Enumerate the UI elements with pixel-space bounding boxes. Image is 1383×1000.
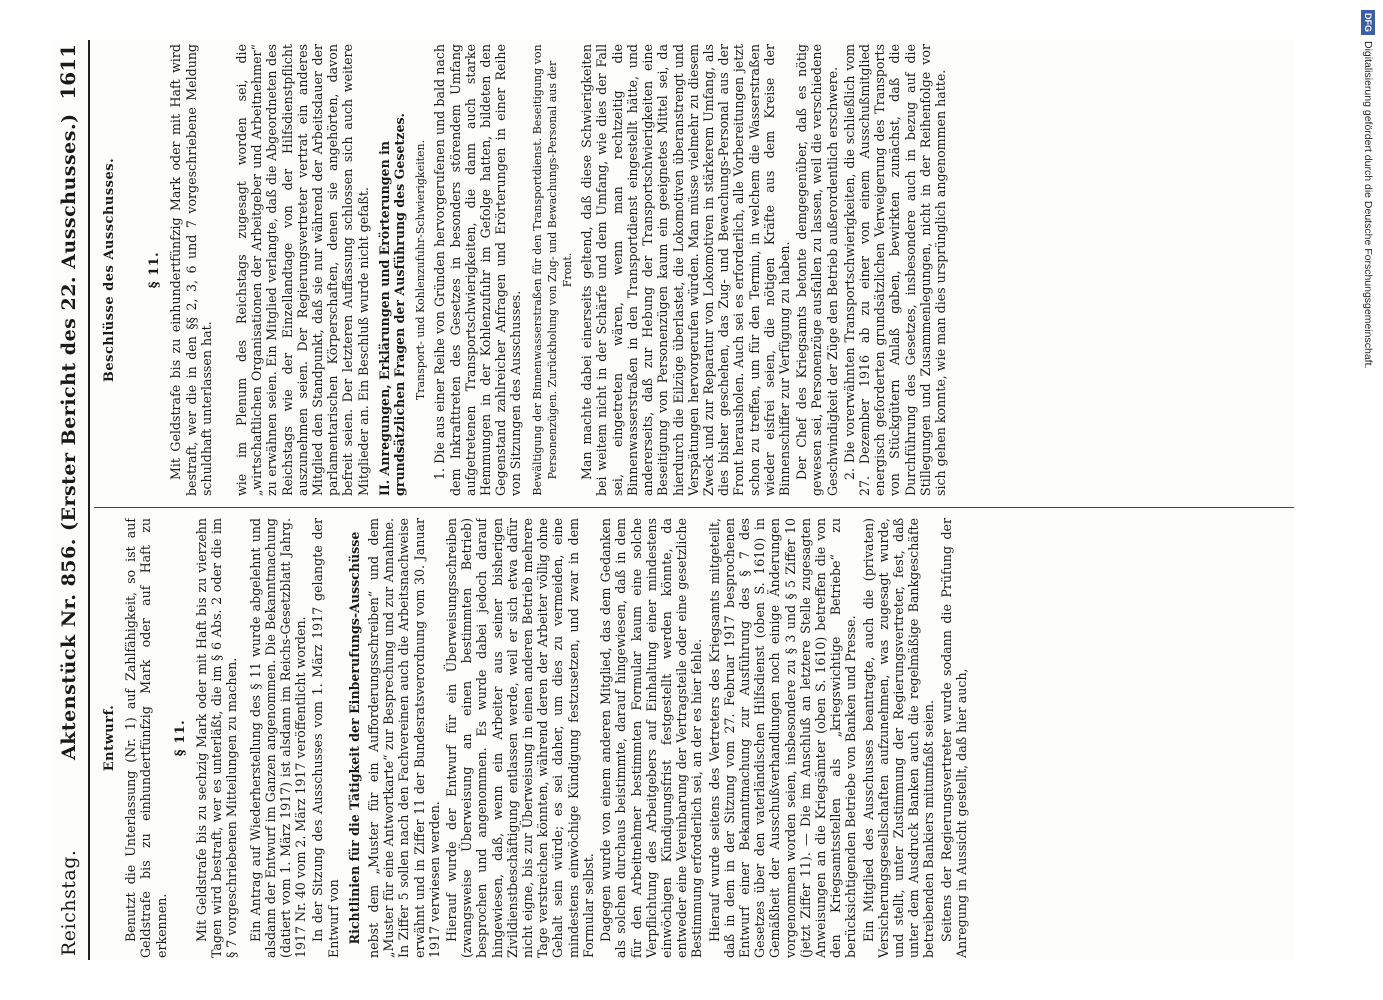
paragraph: Ein Mitglied des Ausschusses beantragte, auch die (privaten) Versicherungsgesellschaften aufzunehmen, was zugesagt wurde, und stellt, unter Zustimmung der Regierungsvertreter, fest, daß unter dem Ausdruck Banken auch die regelmäßige Bankgeschäfte betreibenden Bankiers mitumfaßt seien. — [860, 518, 937, 958]
paragraph: Mit Geldstrafe bis zu einhundertfünfzig Mark oder mit Haft wird bestraft, wer die in den §§ 2, 3, 6 und 7 vorgeschriebene Meldung schuldhaft unterlassen hat. — [168, 44, 214, 496]
paragraph: Benutzt die Unterlassung (Nr. 1) auf Zahlfähigkeit, so ist auf Geldstrafe bis zu einhundertfünfzig Mark oder auf Haft zu erkennen. — [123, 518, 169, 958]
header-rule — [88, 40, 90, 960]
column-draft — [98, 518, 1294, 958]
section-ii-heading: II. Anregungen, Erklärungen und Erörterungen in grundsätzlichen Fragen der Ausführung des Gesetzes. — [376, 113, 408, 496]
paragraph: Dagegen wurde von einem anderen Mitglied, das dem Gedanken als solchen durchaus beistimmte, darauf hingewiesen, daß in dem für den Arbeitnehmer bestimmten Formular kaum eine solche Verpflichtung des Arbeitgebers auf Einhaltung einer mindestens einwöchigen Kündigungsfrist festgestellt werden könnte, da entweder eine Vereinbarung der Vertragsteile oder eine gesetzliche Bestimmung erforderlich sei, an der es hier fehle. — [598, 518, 705, 958]
running-header — [54, 40, 88, 960]
rotated-document-page — [54, 40, 1294, 960]
header-left: Reichstag. — [58, 849, 80, 956]
dfg-logo: DFG — [1361, 10, 1375, 35]
paragraph: Seitens der Regierungsvertreter wurde sodann die Prüfung der Anregung in Aussicht gestellt, daß hier auch, — [938, 518, 969, 958]
paragraph: nebst dem „Muster für ein Aufforderungsschreiben“ und dem „Muster für eine Antwortkarte“ zur Besprechung und zur Annahme. In Ziffer 5 sollen nach den Fachvereinen auch die Arbeitsnachweise erwähnt und in Ziffer 11 der Bundesratsverordnung vom 30. Januar 1917 verwiesen werden. — [366, 518, 442, 958]
paragraph: Man machte dabei einerseits geltend, daß diese Schwierigkeiten bei weitem nicht in der Schärfe und dem Umfang, wie dies der Fall sei, eingetreten wären, wenn man rechtzeitig die Binnenwasserstraßen in den Transportdienst eingestellt hätte, und andererseits, daß zur Hebung der Transportschwierigkeiten eine Beseitigung von Personenzügen kaum ein geeignetes Mittel sei, da hierdurch die Eilzüge überlastet, die Lokomotiven überanstrengt und Verspätungen hervorgerufen würden. Man müsse vielmehr zu diesem Zweck und zur Reparatur von Lokomotiven in stärkerem Umfang, als dies bisher geschehen, das Zug- und Bewachungs-Personal aus der Front herausholen. Auch sei es erforderlich, alle Vorbereitungen jetzt schon zu treffen, um für den Termin, in welchem die Wasserstraßen wieder eisfrei seien, die nötigen Kräfte aus dem Kreise der Binnenschiffer zur Verfügung zu haben. — [579, 44, 792, 496]
page-number: 1611 — [56, 44, 80, 100]
subheading: Bewältigung der Binnenwasserstraßen für den Transportdienst. Beseitigung von Personenzügen. Zurückholung von Zug- und Bewachungs-Personal aus der Front. — [530, 44, 575, 496]
paragraph: Hierauf wurde seitens des Vertreters des Kriegsamts mitgeteilt, daß in dem in der Sitzung vom 27. Februar 1917 besprochenen Entwurf einer Bekanntmachung zur Ausführung des § 7 des Gesetzes über den vaterländischen Hilfsdienst (oben S. 1610) in Gemäßheit der Ausschußverhandlungen noch einige Änderungen vorgenommen worden seien, insbesondere zu § 3 und § 5 Ziffer 10 (jetzt Ziffer 11). — Die im Anschluß an letztere Stelle zugesagten Anweisungen an die Kriegsämter (oben S. 1610) betreffen die von den Kriegsamtsstellen als „kriegswichtige Betriebe“ zu berücksichtigenden Betriebe von Banken und Presse. — [706, 518, 859, 958]
section-heading: § 11. — [172, 719, 188, 757]
column-draft-title: Entwurf. — [102, 704, 117, 772]
paragraph: 1. Die aus einer Reihe von Gründen hervorgerufenen und bald nach dem Inkrafttreten des Gesetzes in besonders störendem Umfang aufgetretenen Transportschwierigkeiten, die dann auch starke Hemmungen in der Kohlenzufuhr im Gefolge hatten, bildeten den Gegenstand zahlreicher Anfragen und Erörterungen in einer Reihe von Sitzungen des Ausschusses. — [432, 44, 524, 496]
digitization-credit — [1356, 10, 1380, 990]
paragraph: Mit Geldstrafe bis zu sechzig Mark oder mit Haft bis zu vierzehn Tagen wird bestraft, wer es unterläßt, die im § 6 Abs. 2 oder die im § 7 vorgeschriebenen Mitteilungen zu machen. — [194, 518, 240, 958]
column-divider — [94, 507, 1294, 508]
paragraph: wie im Plenum des Reichstags zugesagt worden sei, die „wirtschaftlichen Organisationen der Arbeitgeber und Arbeitnehmer“ zu erwähnen seien. Ein Mitglied verlangte, daß die Abgeordneten des Reichstags wie der Einzellandtage von der Hilfsdienstpflicht auszunehmen seien. Der Regierungsvertreter vertrat ein anderes Mitglied den Standpunkt, daß sie nur während der Arbeitsdauer der parlamentarischen Körperschaften, denen sie angehörten, davon befreit seien. Der letzteren Auffassung schlossen sich auch weitere Mitglieder an. Ein Beschluß wurde nicht gefaßt. — [234, 44, 371, 496]
paragraph: Der Chef des Kriegsamts betonte demgegenüber, daß es nötig gewesen sei, Personenzüge ausfallen zu lassen, weil die verschiedene Geschwindigkeit der Züge den Betrieb außerordentlich erschwere. — [794, 44, 840, 496]
column-resolutions — [98, 44, 1294, 496]
paragraph: In der Sitzung des Ausschusses vom 1. März 1917 gelangte der Entwurf von — [310, 518, 341, 958]
subheading: Transport- und Kohlenzufuhr-Schwierigkeiten. — [414, 139, 428, 401]
paragraph: Ein Antrag auf Wiederherstellung des § 11 wurde abgelehnt und alsdann der Entwurf im Ganzen angenommen. Die Bekanntmachung (datiert vom 1. März 1917) ist alsdann im Reichs-Gesetzblatt Jahrg. 1917 Nr. 40 vom 2. März 1917 veröffentlicht worden. — [247, 518, 309, 958]
guidelines-heading: Richtlinien für die Tätigkeit der Einberufungs-Ausschüsse — [346, 531, 362, 945]
header-title: Aktenstück Nr. 856. (Erster Bericht des 22. Ausschusses.) — [58, 113, 80, 760]
paragraph: Hierauf wurde der Entwurf für ein Überweisungsschreiben (zwangsweise Überweisung an einen bestimmten Betrieb) besprochen und angenommen. Es wurde dabei jedoch darauf hingewiesen, daß, wenn ein Arbeiter aus seiner bisherigen Zivildienstbeschäftigung entlassen werde, weil er sich etwa dafür nicht eigne, bis zur Überweisung in einen anderen Betrieb mehrere Tage verstreichen könnten, während deren der Arbeiter völlig ohne Gehalt sein würde; es sei daher, um dies zu vermeiden, eine mindestens einwöchige Kündigung festzusetzen, und zwar in dem Formular selbst. — [444, 518, 596, 958]
paragraph: 2. Die vorerwähnten Transportschwierigkeiten, die schließlich vom 27. Dezember 1916 ab zu einer von einem Ausschußmitglied energisch geforderten grundsätzlichen Verweigerung des Transports von Stückgütern Anlaß gaben, bewirkten zunächst, daß die Durchführung des Gesetzes, insbesondere auch in bezug auf die Stillegungen und Zusammenlegungen, nicht in der Reihenfolge vor sich gehen konnte, wie man dies ursprünglich angenommen hatte. — [841, 44, 948, 496]
section-heading: § 11. — [147, 251, 163, 289]
column-resolutions-title: Beschlüsse des Ausschusses. — [102, 157, 117, 383]
credit-text: Digitalisierung gefördert durch die Deutsche Forschungsgemeinschaft. — [1362, 41, 1374, 369]
